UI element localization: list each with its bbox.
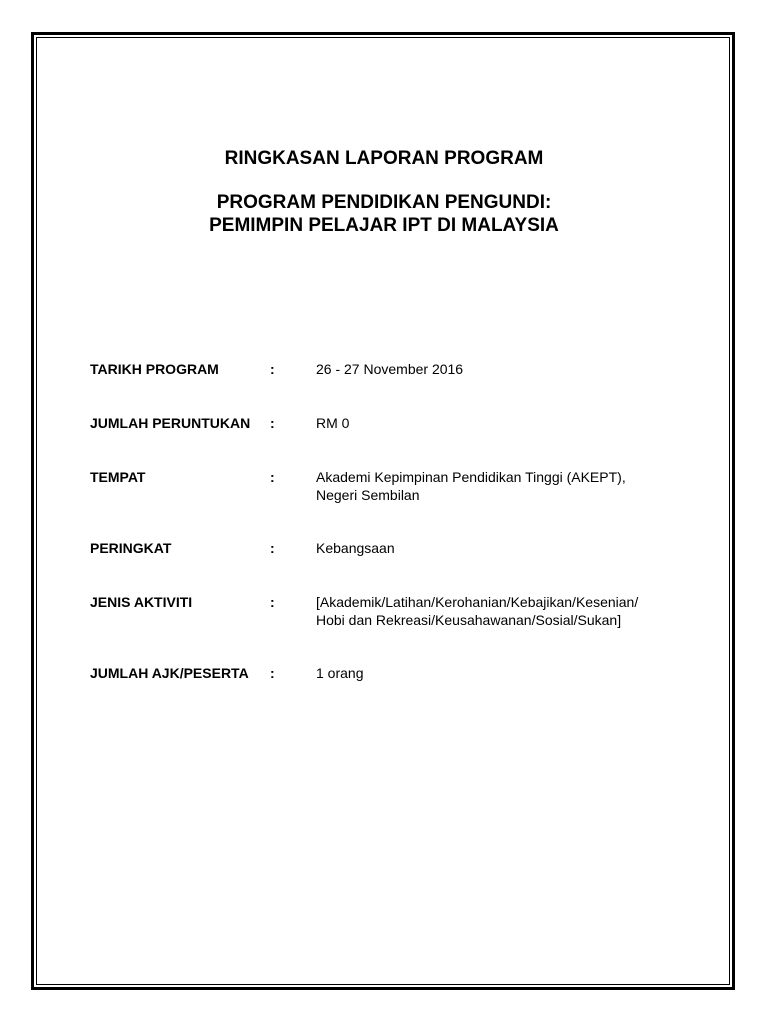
field-separator: : <box>270 540 275 556</box>
field-value-line-1: Akademi Kepimpinan Pendidikan Tinggi (AKEPT), <box>316 469 626 485</box>
field-row-jenis-aktiviti <box>0 593 768 633</box>
document-title: RINGKASAN LAPORAN PROGRAM <box>224 148 544 169</box>
field-row-tempat <box>0 468 768 508</box>
field-separator: : <box>270 469 275 485</box>
field-value-text: 1 orang <box>316 665 364 681</box>
field-value-text: Kebangsaan <box>316 540 395 556</box>
field-value <box>316 539 696 557</box>
field-value-line-2: Negeri Sembilan <box>316 487 420 503</box>
field-separator: : <box>270 594 275 610</box>
field-value-line-1: [Akademik/Latihan/Kerohanian/Kebajikan/Kesenian/ <box>316 594 639 610</box>
program-name-line-1: PROGRAM PENDIDIKAN PENGUNDI: <box>216 192 552 213</box>
field-row-peringkat <box>0 539 768 579</box>
field-value <box>316 360 696 378</box>
field-value <box>316 468 696 504</box>
program-name-line-2: PEMIMPIN PELAJAR IPT DI MALAYSIA <box>209 215 559 236</box>
field-label: JUMLAH PERUNTUKAN <box>90 415 251 431</box>
page-border-inner <box>36 37 730 985</box>
field-label: PERINGKAT <box>90 540 172 556</box>
field-row-jumlah-ajk-peserta <box>0 664 768 704</box>
field-value <box>316 414 696 432</box>
field-row-jumlah-peruntukan <box>0 414 768 454</box>
field-value <box>316 664 696 682</box>
field-value <box>316 593 696 629</box>
field-label: JENIS AKTIVITI <box>90 594 193 610</box>
field-separator: : <box>270 665 275 681</box>
field-value-text: 26 - 27 November 2016 <box>316 361 464 377</box>
field-row-tarikh-program <box>0 360 768 400</box>
field-label: JUMLAH AJK/PESERTA <box>90 665 249 681</box>
field-separator: : <box>270 415 275 431</box>
field-label: TEMPAT <box>90 469 146 485</box>
field-label: TARIKH PROGRAM <box>90 361 219 377</box>
field-value-line-2: Hobi dan Rekreasi/Keusahawanan/Sosial/Sukan] <box>316 612 622 628</box>
field-value-text: RM 0 <box>316 415 350 431</box>
field-separator: : <box>270 361 275 377</box>
